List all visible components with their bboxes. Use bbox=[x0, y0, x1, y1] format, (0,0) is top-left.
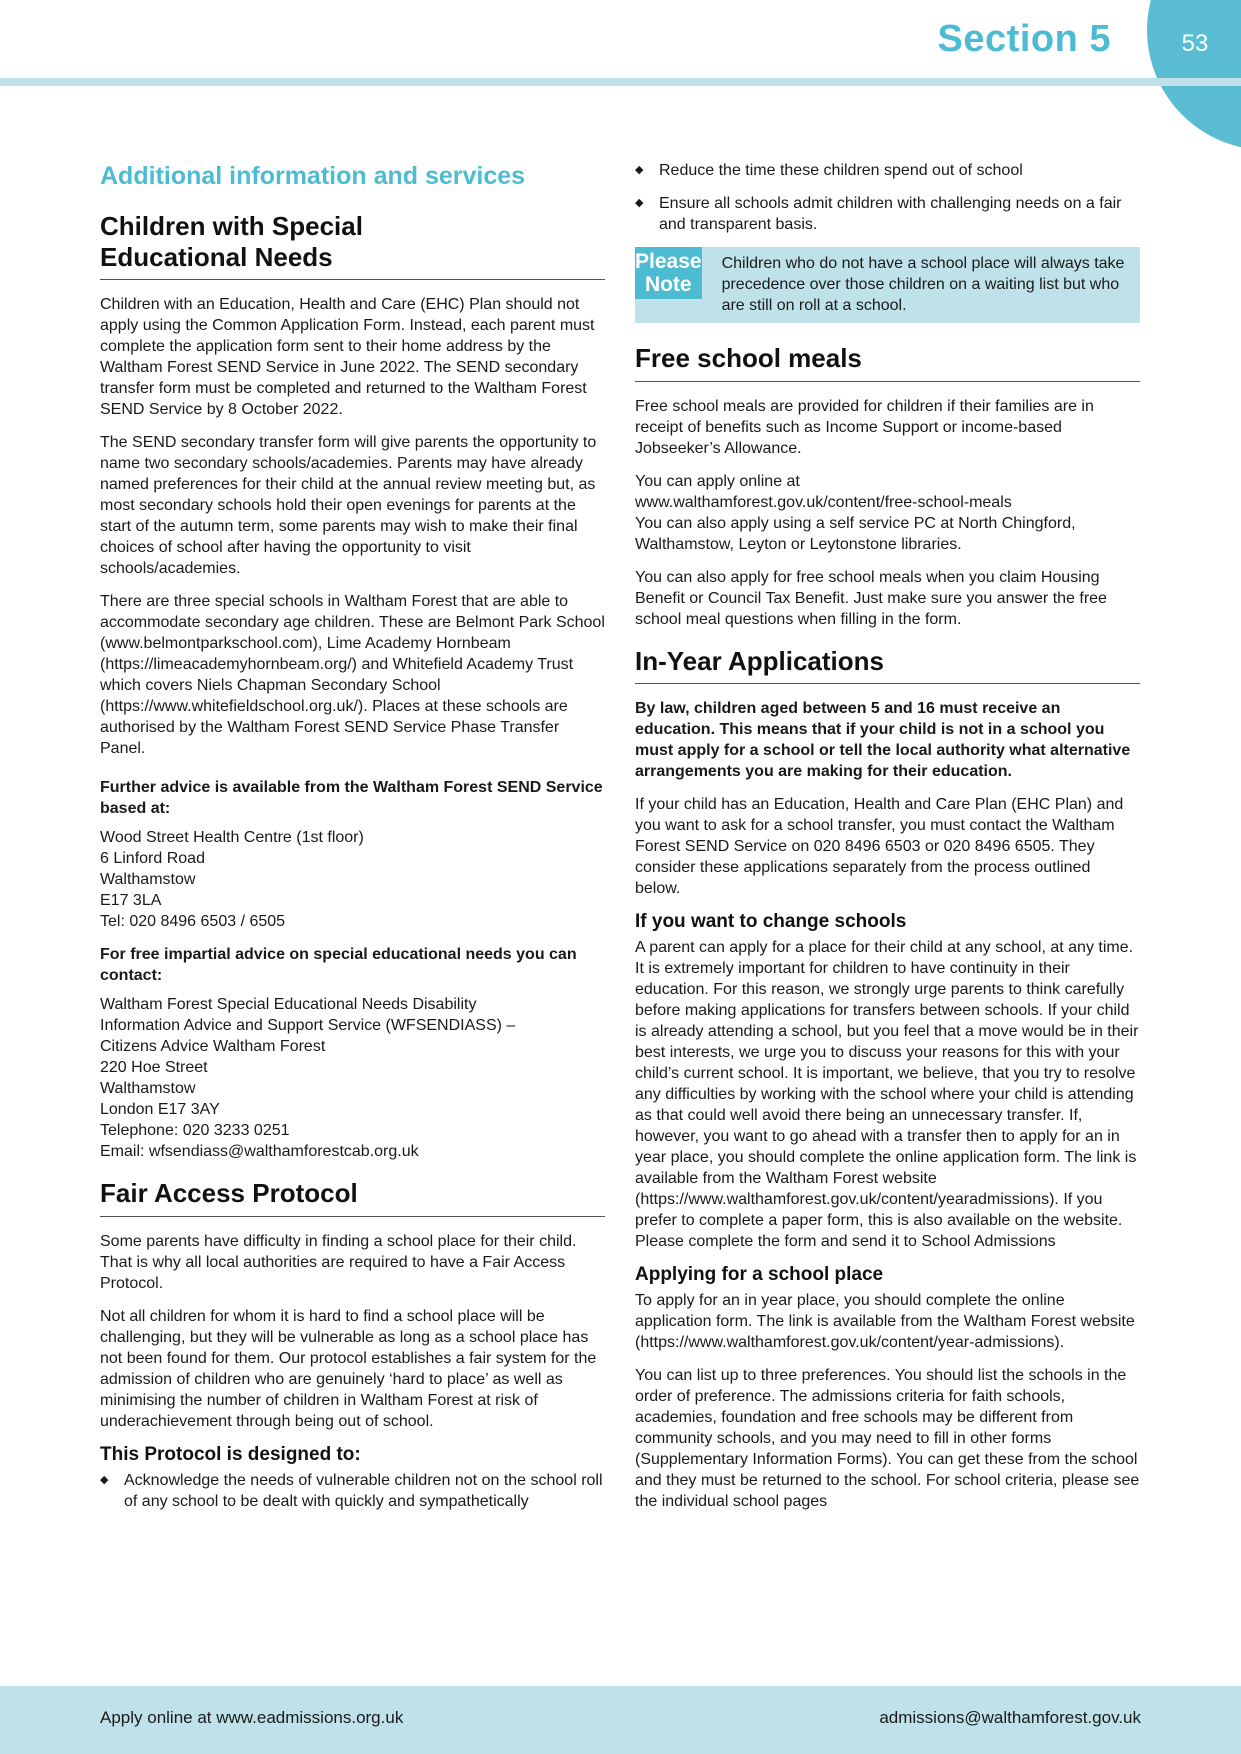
sen-heading-line2: Educational Needs bbox=[100, 241, 333, 272]
footer-apply-online[interactable]: Apply online at www.eadmissions.org.uk bbox=[100, 1708, 404, 1727]
list-item bbox=[635, 193, 1140, 235]
address-line: Information Advice and Support Service (WFSENDIASS) – bbox=[100, 1017, 516, 1035]
change-schools-paragraph: A parent can apply for a place for their child at any school, at any time. It is extremely important for children to have continuity in their education. For this reason, we strongly urge parents to think carefully before making applications for transfers between schools. If your child is already attending a school, but you feel that a move would be in their best interests, we urge you to discuss your reasons for this with your child’s current school. It is important, we believe, that you try to resolve any difficulties by working with the school where your child is attending as that could well avoid there being an unnecessary transfer. If, however, you want to go ahead with a transfer then to apply for an in year place, you should complete the online application form. The link is available from the Waltham Forest website (https://www.walthamforest.gov.uk/content/yearadmissions). If you prefer to complete a paper form, this is also available on the website. Please complete the form and send it to School Admissions bbox=[635, 939, 1139, 1251]
address-line: Tel: 020 8496 6503 / 6505 bbox=[100, 913, 286, 931]
section-title: Section 5 bbox=[937, 18, 1111, 60]
free-school-meals-heading: Free school meals bbox=[635, 343, 1140, 382]
bullet-icon: ◆ bbox=[100, 1474, 109, 1487]
applying-heading: Applying for a school place bbox=[635, 1264, 884, 1286]
footer-band bbox=[0, 1686, 1241, 1754]
section-kicker: Additional information and services bbox=[100, 162, 526, 190]
note-label-line2: Note bbox=[644, 273, 692, 296]
sen-paragraph-1: Children with an Education, Health and Care (EHC) Plan should not apply using the Common Application Form. Instead, each parent must complete the application form sent to their home address by the Waltham Forest SEND Service in June 2022. The SEND secondary transfer form must be completed and returned to the Waltham Forest SEND Service by 8 October 2022. bbox=[100, 296, 595, 419]
in-year-bold-paragraph: By law, children aged between 5 and 16 must receive an education. This means that if your child is not in a school you must apply for a school or tell the local authority what alternative arrangements you are making for their education. bbox=[635, 700, 1131, 781]
address-line: 220 Hoe Street bbox=[100, 1059, 208, 1077]
list-item-text: Reduce the time these children spend out of school bbox=[659, 162, 1023, 179]
footer-email[interactable]: admissions@walthamforest.gov.uk bbox=[879, 1708, 1141, 1727]
sen-heading bbox=[100, 211, 605, 280]
address-line: Telephone: 020 3233 0251 bbox=[100, 1122, 290, 1140]
header-rule bbox=[0, 78, 1241, 86]
bullet-icon: ◆ bbox=[635, 197, 644, 209]
please-note-box bbox=[635, 247, 1140, 323]
please-note-label bbox=[635, 247, 702, 299]
address-line: London E17 3AY bbox=[100, 1101, 220, 1119]
fsm-link[interactable]: www.walthamforest.gov.uk/content/free-school-meals bbox=[635, 493, 1012, 511]
protocol-heading: This Protocol is designed to: bbox=[100, 1444, 361, 1466]
address-line: E17 3LA bbox=[100, 892, 162, 910]
list-item bbox=[635, 160, 1140, 181]
protocol-list bbox=[100, 1470, 605, 1512]
page-number: 53 bbox=[1181, 30, 1209, 57]
address-line: Walthamstow bbox=[100, 1080, 196, 1098]
sen-heading-line1: Children with Special bbox=[100, 211, 363, 241]
list-item-text: Acknowledge the needs of vulnerable children not on the school roll of any school to be dealt with quickly and sympathetically bbox=[124, 1472, 603, 1511]
fsm-apply-online-text: You can apply online at bbox=[635, 472, 800, 490]
protocol-list-continued bbox=[635, 160, 1140, 235]
email-line[interactable]: Email: wfsendiass@walthamforestcab.org.uk bbox=[100, 1143, 419, 1161]
note-label-line1: Please bbox=[635, 250, 702, 273]
fsm-paragraph-2 bbox=[635, 471, 1140, 555]
page-number-circle bbox=[1147, 0, 1241, 150]
send-address bbox=[100, 827, 605, 932]
fsm-paragraph-3: You can also apply for free school meals when you claim Housing Benefit or Council Tax Benefit. Just make sure you answer the free school meal questions when filling in the form. bbox=[635, 568, 1107, 628]
address-line: Citizens Advice Waltham Forest bbox=[100, 1038, 326, 1056]
in-year-heading: In-Year Applications bbox=[635, 646, 1140, 685]
fsm-paragraph-1: Free school meals are provided for children if their families are in receipt of benefits such as Income Support or income-based Jobseeker’s Allowance. bbox=[635, 397, 1094, 457]
right-column bbox=[635, 160, 1140, 1524]
wfsendiass-address bbox=[100, 994, 605, 1162]
address-line: Wood Street Health Centre (1st floor) bbox=[100, 829, 364, 847]
address-line: 6 Linford Road bbox=[100, 850, 205, 868]
sen-paragraph-2: The SEND secondary transfer form will give parents the opportunity to name two secondary schools/academies. Parents may have already named preferences for their child at the annual review meeting but, as most secondary schools hold their open evenings for parents at the start of the autumn term, some parents may wish to make their final choices of school after having the opportunity to visit schools/academies. bbox=[100, 434, 597, 578]
in-year-paragraph-1: If your child has an Education, Health and Care Plan (EHC Plan) and you want to ask for a school transfer, you must contact the Waltham Forest SEND Service on 020 8496 6503 or 020 8496 6505. They consider these applications separately from the process outlined below. bbox=[635, 796, 1124, 898]
list-item-text: Ensure all schools admit children with challenging needs on a fair and transparent basis. bbox=[659, 195, 1122, 233]
sen-paragraph-3: There are three special schools in Waltham Forest that are able to accommodate secondary age children. These are Belmont Park School (www.belmontparkschool.com), Lime Academy Hornbeam (https://limeacademyhornbeam.org/) and Whitefield Academy Trust which covers Niels Chapman Secondary School (https://www.whitefieldschool.org.uk/). Places at these schools are authorised by the Waltham Forest SEND Service Phase Transfer Panel. bbox=[100, 593, 605, 758]
bullet-icon: ◆ bbox=[635, 164, 644, 176]
impartial-advice-heading: For free impartial advice on special educational needs you can contact: bbox=[100, 946, 577, 985]
fair-access-paragraph-1: Some parents have difficulty in finding a school place for their child. That is why all local authorities are required to have a Fair Access Protocol. bbox=[100, 1233, 577, 1293]
applying-paragraph-1: To apply for an in year place, you should complete the online application form. The link is available from the Waltham Forest website (https://www.walthamforest.gov.uk/content/year-admissions). bbox=[635, 1292, 1135, 1352]
change-schools-heading: If you want to change schools bbox=[635, 911, 907, 933]
address-line: Walthamstow bbox=[100, 871, 196, 889]
list-item bbox=[100, 1470, 605, 1512]
fair-access-paragraph-2: Not all children for whom it is hard to find a school place will be challenging, but they will be vulnerable as long as a school place has not been found for them. Our protocol establishes a fair system for the admission of children who are genuinely ‘hard to place’ as well as minimising the number of children in Waltham Forest at risk of underachievement through being out of school. bbox=[100, 1308, 597, 1431]
please-note-text: Children who do not have a school place will always take precedence over those children on a waiting list but who are still on roll at a school. bbox=[721, 255, 1125, 314]
left-column bbox=[100, 158, 605, 1524]
fair-access-heading: Fair Access Protocol bbox=[100, 1178, 605, 1217]
send-advice-heading: Further advice is available from the Waltham Forest SEND Service based at: bbox=[100, 779, 603, 818]
fsm-self-service-text: You can also apply using a self service PC at North Chingford, Walthamstow, Leyton or Leytonstone libraries. bbox=[635, 514, 1076, 553]
address-line: Waltham Forest Special Educational Needs Disability bbox=[100, 996, 477, 1014]
applying-paragraph-2: You can list up to three preferences. You should list the schools in the order of preference. The admissions criteria for faith schools, academies, foundation and free schools may be different from community schools, and you may need to fill in other forms (Supplementary Information Forms). You can get these from the school and they must be returned to the school. For school criteria, please see the individual school pages bbox=[635, 1367, 1140, 1511]
